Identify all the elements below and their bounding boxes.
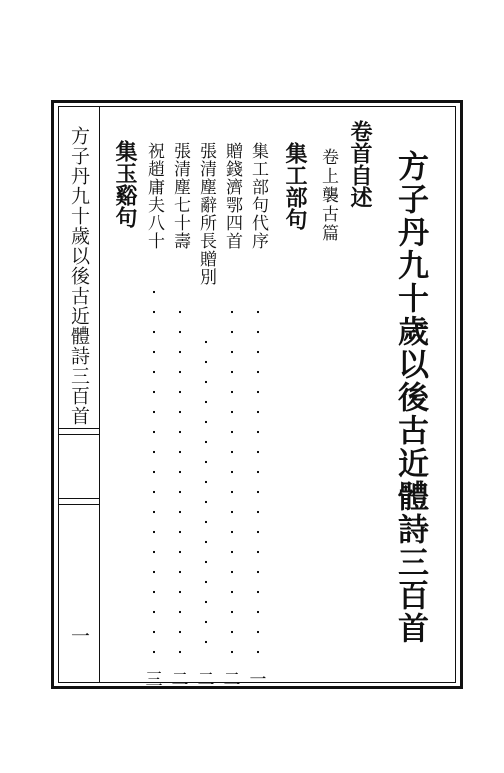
toc-entry-page: 二 xyxy=(223,670,241,690)
leader-dots xyxy=(179,302,181,657)
toc-entry[interactable] xyxy=(193,142,219,690)
margin-divider xyxy=(58,504,99,505)
margin-divider xyxy=(58,434,99,435)
book-title: 方子丹九十歲以後古近體詩三百首 xyxy=(392,150,428,645)
margin-column xyxy=(58,106,100,683)
toc-entry-page: 三 xyxy=(145,670,163,690)
toc-subsection: 卷上襲古篇 xyxy=(318,148,338,243)
toc-section-gongbu: 集工部句 xyxy=(282,142,308,230)
margin-divider xyxy=(58,428,99,429)
toc-entry-title: 贈錢濟鄂四首 xyxy=(222,142,242,250)
toc-entry[interactable] xyxy=(167,142,193,690)
toc-entry-title: 集工部句代序 xyxy=(248,142,268,250)
toc-entry-title: 張清塵七十壽 xyxy=(170,142,190,250)
toc-entry[interactable] xyxy=(245,142,271,690)
toc-entry-title: 祝趙庸夫八十 xyxy=(144,142,164,250)
margin-divider xyxy=(58,498,99,499)
margin-page-number: 一 xyxy=(68,626,90,645)
toc-entry[interactable] xyxy=(141,142,167,690)
leader-dots xyxy=(231,302,233,657)
toc-entry-page: 一 xyxy=(249,670,267,690)
toc-entry[interactable] xyxy=(219,142,245,690)
toc-entry-page: 二 xyxy=(197,670,215,690)
leader-dots xyxy=(205,332,207,657)
leader-dots xyxy=(153,282,155,657)
toc-section-preface: 卷首自述 xyxy=(347,120,373,208)
toc-entry-page: 二 xyxy=(171,670,189,690)
toc-section-yuxi: 集玉谿句 xyxy=(112,140,138,228)
margin-book-title: 方子丹九十歲以後古近體詩三百首 xyxy=(68,126,90,426)
toc-entry-title: 張清塵辭所長贈別 xyxy=(196,142,216,286)
leader-dots xyxy=(257,302,259,657)
